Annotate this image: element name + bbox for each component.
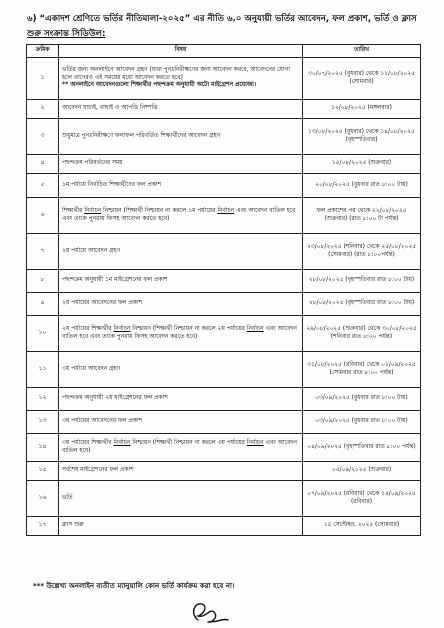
row-date: ২৮/০৮/২০২৫ (বৃহস্পতিবার রাত ৮:০০ টায়)	[303, 293, 421, 316]
row-serial: ৫	[27, 174, 59, 198]
subject-part: ৩য় পর্যায়ের শিক্ষার্থীর	[62, 439, 114, 446]
row-serial: ১৫	[27, 462, 59, 481]
table-row	[27, 517, 421, 536]
row-subject: পছন্দক্রম পরিবর্তনের সময়	[59, 155, 303, 174]
table-row	[27, 119, 421, 155]
subject-underlined: নির্বাচন	[246, 325, 264, 332]
row-subject: ৩য় পর্যায়ে আবেদন গ্রহণ	[59, 352, 303, 388]
row-date: ১২/০৮/২০২৫ (মঙ্গলবার)	[303, 100, 421, 119]
row-subject: ৩য় পর্যায়ের আবেদনের ফল প্রকাশ	[59, 411, 303, 434]
row-serial: ১৬	[27, 481, 59, 517]
row-subject	[59, 198, 303, 234]
header-subject: বিষয়	[59, 45, 303, 58]
heading-line-2: শুরু সংক্রান্ত সিডিউল:	[27, 29, 106, 39]
row-serial: ৪	[27, 155, 59, 174]
row-subject: ১ম পর্যায়ে নির্বাচিত শিক্ষার্থীদের ফল প্রকাশ	[59, 174, 303, 198]
table-row	[27, 58, 421, 100]
table-row	[27, 100, 421, 119]
row-date: ০৭/০৯/২০২৫ (রবিবার) থেকে ১৪/০৯/২০২৫ (রবিবার)	[303, 481, 421, 517]
table-row	[27, 155, 421, 174]
admission-schedule-table	[26, 44, 421, 536]
row-subject	[59, 58, 303, 100]
row-subject	[59, 434, 303, 462]
row-subject	[59, 316, 303, 352]
row-date: ফল প্রকাশের পর থেকে ২২/০৮/২০২৫ (শুক্রবার) (রাত ৮:০০ টা পর্যন্ত)	[303, 198, 421, 234]
row-date: ০৩/০৯/২০২৫ (বুধবার রাত ৮:০০ টায়)	[303, 388, 421, 411]
row-serial: ১০	[27, 316, 59, 352]
schedule-heading	[27, 12, 425, 42]
table-row	[27, 352, 421, 388]
subject-part: নিশ্চায়ন (শিক্ষার্থী নিশ্চায়ন না করলে ২য় পর্যায়ের	[130, 325, 247, 332]
row-serial: ১১	[27, 352, 59, 388]
table-row	[27, 434, 421, 462]
subject-part: নিশ্চায়ন (শিক্ষার্থী নিশ্চায়ন না করলে ১ম পর্যায়ের	[101, 207, 218, 214]
table-row	[27, 174, 421, 198]
row-date: ২০/০৮/২০২৫ (বুধবার রাত ৮:০০ টায়)	[303, 174, 421, 198]
table-row	[27, 462, 421, 481]
signature-icon	[184, 598, 244, 626]
row-subject: ২য় পর্যায়ের আবেদনের ফল প্রকাশ	[59, 293, 303, 316]
row-date: ১৫ সেপ্টেম্বর, ২০২৫ (সোমবার)	[303, 517, 421, 536]
row-serial: ১	[27, 58, 59, 100]
subject-underlined: নির্বাচন	[246, 439, 264, 446]
table-row	[27, 234, 421, 270]
subject-underlined: নির্বাচন	[113, 439, 131, 446]
row-serial: ৮	[27, 270, 59, 293]
table-row	[27, 293, 421, 316]
row-date: ০৪/০৯/২০২৫ (বৃহস্পতিবার রাত ৮:০০ পর্যন্ত)	[303, 434, 421, 462]
row-date: ৩১/০৮/২০২৫ (রবিবার) থেকে ০১/০৯/২০২৫ (সোমবার রাত ৮:০০ পর্যন্ত)	[303, 352, 421, 388]
row-date: ২৯/০৮/২০২৫ (শুক্রবার) থেকে ৩০/০৮/২০২৫ (শনিবার রাত ৮:০০ পর্যন্ত)	[303, 316, 421, 352]
heading-line-1: ৬) “একাদশ শ্রেণিতে ভর্তির নীতিমালা-২০২৫” এর নীতি ৬.০ অনুযায়ী ভর্তির আবেদন, ফল প্রকাশ, ভর্তি ও ক্লাস	[27, 14, 417, 24]
row-serial: ৯	[27, 293, 59, 316]
subject-part: নিশ্চায়ন (শিক্ষার্থী নিশ্চায়ন না করলে ৩য় পর্যায়ের	[130, 439, 247, 446]
row-serial: ১৪	[27, 434, 59, 462]
row-serial: ১৩	[27, 411, 59, 434]
subject-part: এবং আবেদন বাতিল হবে)	[62, 439, 297, 454]
row-subject: ভর্তি	[59, 481, 303, 517]
row-subject-note: ** অনলাইনে আবেদনগুলো শিক্ষার্থীর পছন্দক্রম অনুযায়ী অটো মাইগ্রেশন প্রযোজ্য।	[62, 82, 256, 89]
row-date: ০৩/০৯/২০২৫ (বুধবার রাত ৮:০০ টায়)	[303, 411, 421, 434]
row-subject-text: ভর্তির জন্য অনলাইনে আবেদন গ্রহণ (যারা পুনঃনিরীক্ষণের জন্য আবেদন করবে, আবেদনের যোগ্য হলে তাদেরও এই সময়ের মধ্যে আবেদন করতে হবে)	[62, 67, 291, 81]
row-subject: পছন্দক্রম অনুযায়ী ১ম মাইগ্রেশনের ফল প্রকাশ	[59, 270, 303, 293]
subject-underlined: নির্বাচন	[84, 207, 102, 214]
subject-part: এবং আবেদন বাতিল হবে এবং তাকে পুনরায় ফিসহ আবেদন করতে হবে)	[62, 325, 297, 340]
header-date: তারিখ	[303, 45, 421, 58]
subject-underlined: নির্বাচন	[217, 207, 235, 214]
table-row	[27, 316, 421, 352]
header-serial: ক্রমিক	[27, 45, 59, 58]
subject-part: ২য় পর্যায়ের শিক্ষার্থীর	[62, 325, 114, 332]
subject-underlined: নির্বাচন	[113, 325, 131, 332]
table-row	[27, 270, 421, 293]
row-subject: শুধুমাত্র পুনঃনিরীক্ষণে ফলাফল পরিবর্তিত শিক্ষার্থীদের আবেদন গ্রহণ	[59, 119, 303, 155]
row-subject: ক্লাস শুরু	[59, 517, 303, 536]
table-row	[27, 481, 421, 517]
row-date: ১৫/০৮/২০২৫ (শুক্রবার)	[303, 155, 421, 174]
row-date: ৩০/০৭/২০২৫ (বুধবার) থেকে ১১/০৮/২০২৫ (সোমবার)	[303, 58, 421, 100]
row-date: ২৩/০৮/২০২৫ (শনিবার) থেকে ২৫/০৮/২০২৫ (সোমবার) (রাত ৮:০০পর্যন্ত)	[303, 234, 421, 270]
row-serial: ৬	[27, 198, 59, 234]
row-date: ২৮/০৮/২০২৫ (বৃহস্পতিবার রাত ৮:০০ টায়)	[303, 270, 421, 293]
table-row	[27, 411, 421, 434]
row-serial: ১২	[27, 388, 59, 411]
row-subject: আবেদন যাচাই, বাছাই ও আপত্তি নিষ্পত্তি	[59, 100, 303, 119]
footer-note: *** উল্লেখ্য অনলাইন ব্যতীত ম্যানুয়ালি কোন ভর্তি কার্যক্রম করা হবে না।	[33, 582, 235, 590]
subject-part: শিক্ষার্থীর	[62, 207, 85, 214]
row-serial: ১৭	[27, 517, 59, 536]
row-subject: পছন্দক্রম অনুযায়ী ২য় মাইগ্রেশনের ফল প্রকাশ	[59, 388, 303, 411]
row-subject: ২য় পর্যায়ে আবেদন গ্রহণ	[59, 234, 303, 270]
row-subject: সর্বশেষ মাইগ্রেশনের ফল প্রকাশ	[59, 462, 303, 481]
subject-part: এবং আবেদন বাতিল হবে এবং তাকে পুনরায় ফিসহ আবেদন করতে হবে)	[62, 207, 296, 222]
row-serial: ২	[27, 100, 59, 119]
row-serial: ৭	[27, 234, 59, 270]
row-serial: ৩	[27, 119, 59, 155]
table-header-row	[27, 45, 421, 58]
row-date: ১৩/০৮/২০২৫ (বুধবার) থেকে ১৪/০৮/২০২৫ (বৃহস্পতিবার)	[303, 119, 421, 155]
table-row	[27, 388, 421, 411]
row-date: ০৫/০৯/২০২৫ (শুক্রবার)	[303, 462, 421, 481]
table-row	[27, 198, 421, 234]
